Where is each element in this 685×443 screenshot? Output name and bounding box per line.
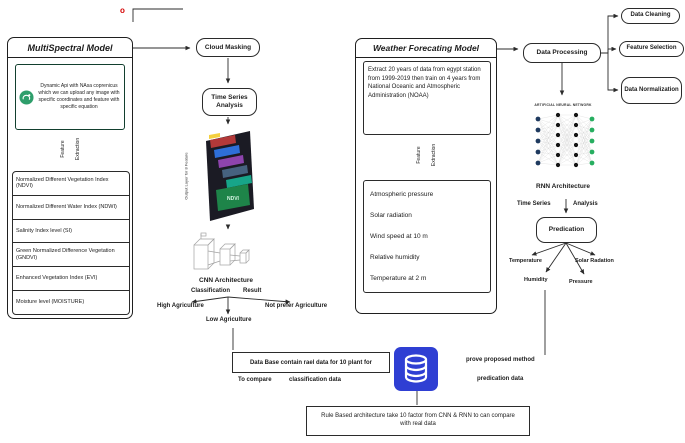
output-high-agriculture: High Agriculture <box>157 303 204 309</box>
rnn-architecture-caption: RNN Architecture <box>536 183 590 190</box>
output-not-prefer-agriculture: Not prefer Agriculture <box>265 303 328 309</box>
cloud-masking-node: Cloud Masking <box>196 38 260 57</box>
index-label: Salinity Index level (SI) <box>16 227 72 234</box>
output-temperature: Temperature <box>509 258 542 264</box>
index-label: Normalized Different Vegetation Index (NDVI) <box>16 176 109 190</box>
feature-vertical-label: Feature <box>60 140 66 158</box>
multispectral-model-panel <box>7 37 133 319</box>
rnn-art-title: ARTIFICIAL NEURAL NETWORK <box>534 103 592 107</box>
extraction-vertical-label: Extraction <box>75 137 81 161</box>
stack-caption-vertical: Output Layer for 8 Feature <box>183 152 189 200</box>
result-label: Result <box>243 288 262 294</box>
weather-model-title: Weather Forecating Model <box>356 39 496 58</box>
to-compare-label: To compare <box>238 377 272 383</box>
weather-params-list <box>363 180 491 293</box>
output-pressure: Pressure <box>569 279 593 285</box>
list-item <box>13 220 129 244</box>
output-humidity: Humidity <box>524 277 548 283</box>
indices-list <box>12 171 130 315</box>
nasa-api-text: Dynamic Api with NAsa coprenicus which we can upload any image with specific coordinates and feature with specific equation <box>38 83 120 110</box>
param-label: Wind speed at 10 m <box>370 233 428 240</box>
list-item <box>13 172 129 196</box>
cnn-architecture-image <box>192 231 256 275</box>
time-series-analysis-node: Time Series Analysis <box>202 88 257 116</box>
rnn-network-svg <box>524 99 602 181</box>
param-label: Temperature at 2 m <box>370 275 427 282</box>
noaa-extract-box: Extract 20 years of data from egypt station from 1999-2019 then train on 4 years from National Oceanic and Atmospheric Administration (NOAA) <box>363 61 491 135</box>
feature-selection-node: Feature Selection <box>619 41 684 57</box>
annotation-marker: o <box>120 6 125 15</box>
database-icon <box>394 347 438 391</box>
nasa-api-box <box>15 64 125 130</box>
param-label: Solar radiation <box>370 212 412 219</box>
predication-node: Predication <box>536 217 597 243</box>
data-normalization-node: Data Normalization <box>621 77 682 104</box>
param-label: Atmospheric pressure <box>370 191 434 198</box>
weather-model-panel <box>355 38 497 314</box>
index-label: Moisture level (MOISTURE) <box>16 299 85 306</box>
data-cleaning-node: Data Cleaning <box>621 8 680 24</box>
weather-extraction-vertical-label: Extraction <box>431 143 437 167</box>
list-item <box>13 291 129 314</box>
analysis-label: Analysis <box>573 201 598 207</box>
index-label: Green Normalized Difference Vegetation (GNDVI) <box>16 248 115 261</box>
list-item <box>13 196 129 220</box>
cnn-architecture-caption: CNN Architecture <box>199 277 253 284</box>
list-item <box>13 267 129 291</box>
stack-tag-text: NDVI <box>227 196 239 202</box>
output-solar-radiation: Solar Radation <box>575 258 614 264</box>
api-globe-icon <box>19 90 34 105</box>
multispectral-model-title: MultiSpectral Model <box>8 38 132 58</box>
output-low-agriculture: Low Agriculture <box>206 317 252 323</box>
time-series-label: Time Series <box>517 201 551 207</box>
feature-stack-image <box>196 127 258 225</box>
database-description-box: Data Base contain rael data for 10 plant for <box>232 352 390 373</box>
param-label: Relative humidity <box>370 254 420 261</box>
index-label: Normalized Different Water Index (NDWI) <box>16 203 117 210</box>
classification-label: Classification <box>191 288 231 294</box>
index-label: Enhanced Vegetation Index (EVI) <box>16 275 98 282</box>
predication-data-label: predication data <box>477 376 524 382</box>
prove-method-label: prove proposed method <box>466 357 535 363</box>
rule-based-box: Rule Based architecture take 10 factor from CNN & RNN to can compare with real data <box>306 406 530 436</box>
weather-feature-vertical-label: Feature <box>416 146 422 164</box>
list-item <box>13 243 129 267</box>
data-processing-node: Data Processing <box>523 43 601 63</box>
classification-data-label: classification data <box>289 377 342 383</box>
